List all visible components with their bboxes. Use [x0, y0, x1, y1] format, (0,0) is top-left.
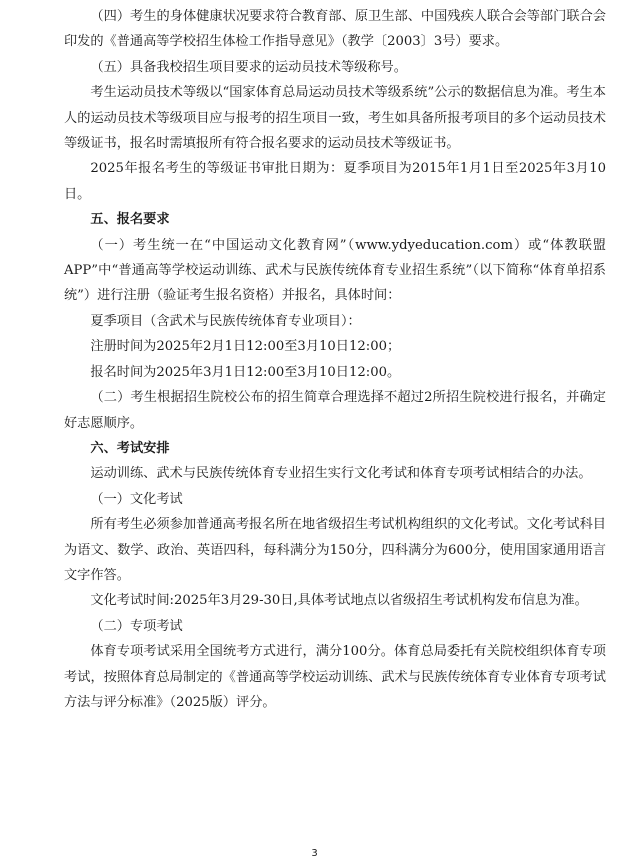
page-number: 3: [311, 848, 318, 859]
paragraph-specialty-exam: 体育专项考试采用全国统考方式进行，满分100分。体育总局委托有关院校组织体育专项考试，按照体育总局制定的《普通高等学校运动训练、武术与民族传统体育专业体育专项考试方法与评分标准》（2025版）评分。: [64, 644, 606, 710]
paragraph-registration-system: （一）考生统一在“中国运动文化教育网”（www.ydyeducation.com）或“体教联盟APP”中“普通高等学校运动训练、武术与民族传统体育专业招生系统”（以下简称“体育单招系统”）进行注册（验证考生报名资格）并报名，具体时间：: [64, 237, 606, 304]
document-body: [64, 4, 606, 715]
paragraph-application-time: 报名时间为2025年3月1日12:00至3月10日12:00。: [90, 364, 401, 380]
subheading-specialty-exam: （二）专项考试: [90, 618, 183, 634]
section-heading-registration: 五、报名要求: [90, 212, 170, 228]
paragraph-registration-time: 注册时间为2025年2月1日12:00至3月10日12:00；: [90, 339, 401, 355]
paragraph-exam-method: 运动训练、武术与民族传统体育专业招生实行文化考试和体育专项考试相结合的办法。: [90, 466, 592, 482]
paragraph-school-choice: （二）考生根据招生院校公布的招生简章合理选择不超过2所招生院校进行报名，并确定好志愿顺序。: [64, 390, 606, 431]
paragraph-summer-items: 夏季项目（含武术与民族传统体育专业项目）：: [90, 313, 361, 329]
paragraph-health-requirement: （四）考生的身体健康状况要求符合教育部、原卫生部、中国残疾人联合会等部门联合会印发的《普通高等学校招生体检工作指导意见》（教学〔2003〕3号）要求。: [64, 9, 606, 50]
paragraph-certificate-date: 2025年报名考生的等级证书审批日期为：夏季项目为2015年1月1日至2025年3月10日。: [64, 161, 606, 202]
subheading-cultural-exam: （一）文化考试: [90, 491, 183, 507]
paragraph-level-system: 考生运动员技术等级以“国家体育总局运动员技术等级系统”公示的数据信息为准。考生本人的运动员技术等级项目应与报考的招生项目一致，考生如具备所报考项目的多个运动员技术等级证书，报名时需填报所有符合报名要求的运动员技术等级证书。: [64, 85, 606, 152]
paragraph-cultural-exam-time: 文化考试时间:2025年3月29-30日,具体考试地点以省级招生考试机构发布信息为准。: [90, 593, 588, 609]
paragraph-cultural-exam: 所有考生必须参加普通高考报名所在地省级招生考试机构组织的文化考试。文化考试科目为语文、数学、政治、英语四科，每科满分为150分，四科满分为600分，使用国家通用语言文字作答。: [64, 517, 606, 583]
section-heading-exam: 六、考试安排: [90, 440, 170, 456]
paragraph-athlete-level: （五）具备我校招生项目要求的运动员技术等级称号。: [90, 59, 407, 75]
